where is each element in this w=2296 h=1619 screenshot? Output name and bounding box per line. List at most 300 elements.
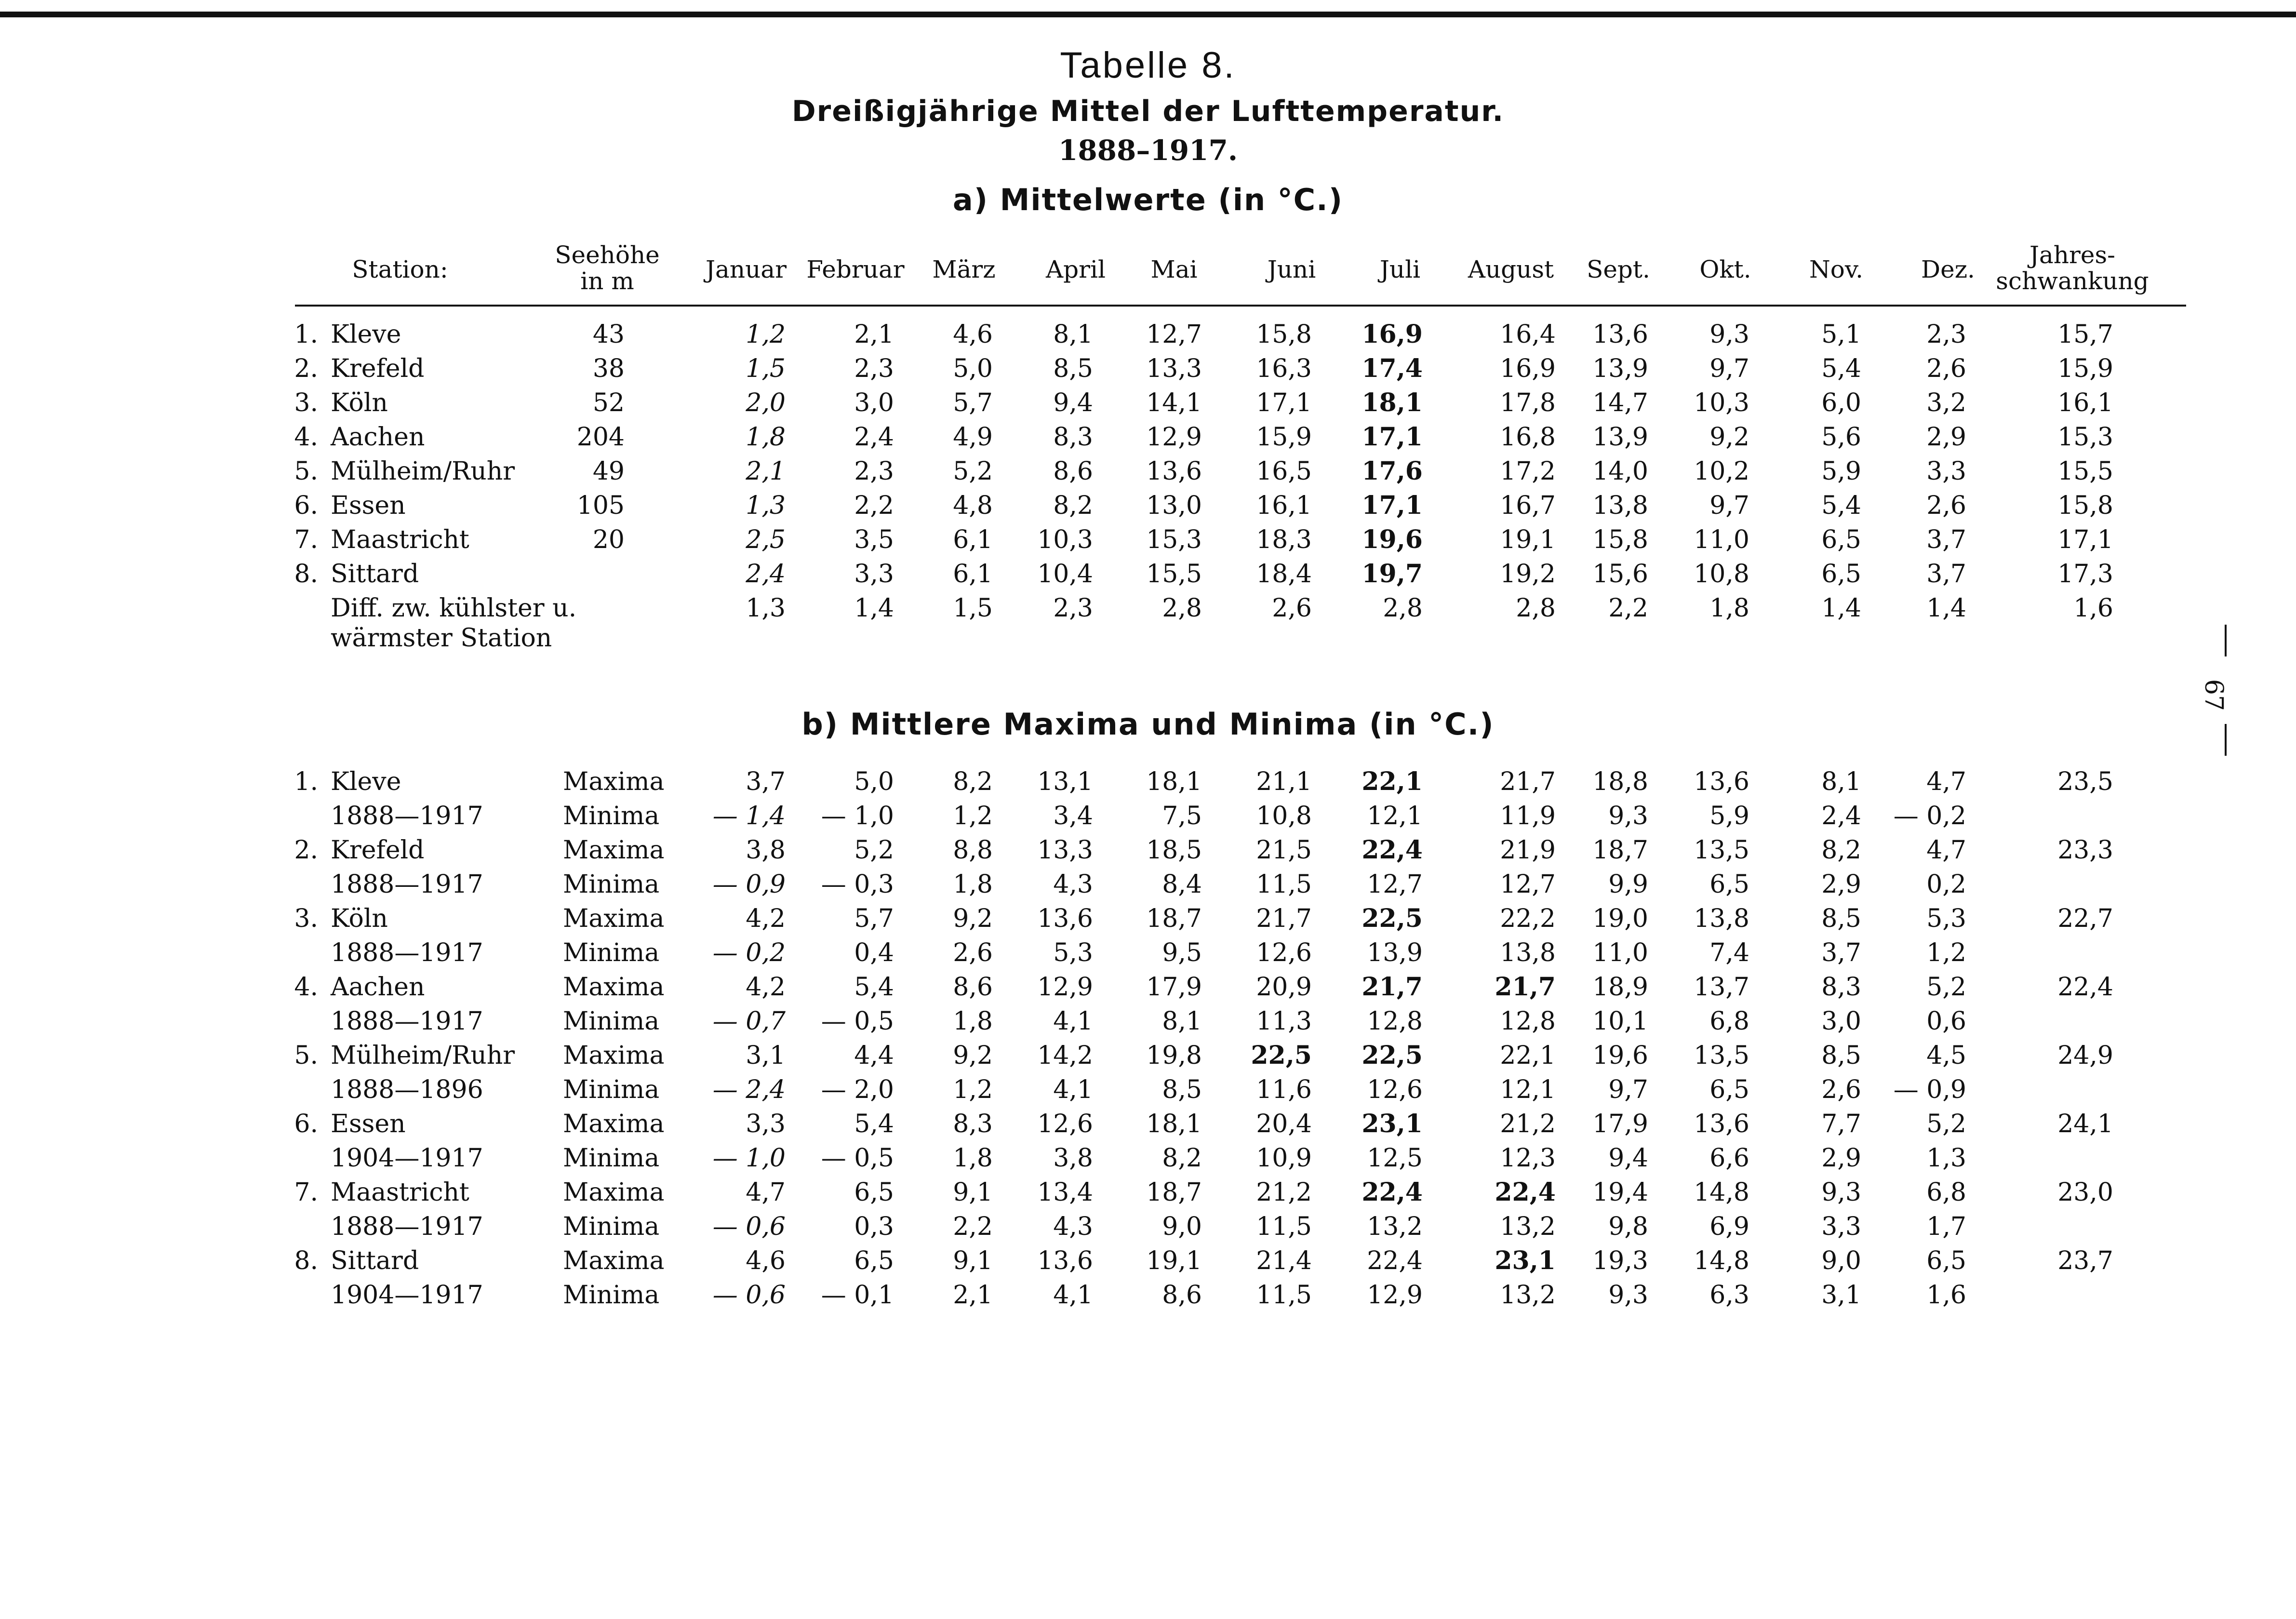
maximum-value: 21,1 xyxy=(1256,767,1312,796)
minimum-value: 4,3 xyxy=(1053,870,1093,899)
header-month: Okt. xyxy=(1699,255,1751,283)
maximum-value: 7,7 xyxy=(1821,1110,1861,1138)
temperature-value: 5,4 xyxy=(1821,354,1861,383)
station-name: Mülheim/Ruhr xyxy=(331,457,515,486)
minimum-value: 12,1 xyxy=(1367,802,1423,830)
minimum-value: 12,5 xyxy=(1367,1144,1423,1173)
temperature-value: 9,7 xyxy=(1709,354,1749,383)
maximum-value: 14,8 xyxy=(1694,1178,1749,1207)
temperature-value: 2,1 xyxy=(854,320,894,349)
minimum-value: — 0,6 xyxy=(712,1212,786,1241)
maximum-value: 20,9 xyxy=(1256,973,1312,1002)
temperature-value: 2,2 xyxy=(854,491,894,520)
temperature-value: 15,3 xyxy=(1146,525,1202,554)
minimum-value: 3,7 xyxy=(1821,938,1861,967)
maxima-label: Maxima xyxy=(563,1246,665,1275)
temperature-value: 9,7 xyxy=(1709,491,1749,520)
minimum-value: 10,8 xyxy=(1256,802,1312,830)
temperature-value: 9,4 xyxy=(1053,388,1093,417)
station-period: 1888—1896 xyxy=(331,1075,483,1104)
minimum-value: 12,8 xyxy=(1500,1007,1556,1036)
header-station: Station: xyxy=(352,255,448,283)
station-name: Kleve xyxy=(331,320,401,349)
diff-label-line2: wärmster Station xyxy=(331,624,552,653)
temperature-value: 8,6 xyxy=(1053,457,1093,486)
maximum-value: 5,2 xyxy=(1926,1110,1966,1138)
maximum-value: 4,5 xyxy=(1926,1041,1966,1070)
maxima-label: Maxima xyxy=(563,1178,665,1207)
maximum-value: 3,1 xyxy=(746,1041,786,1070)
maximum-value: 21,7 xyxy=(1500,767,1556,796)
minimum-value: — 0,9 xyxy=(1893,1075,1966,1104)
temperature-value: 8,5 xyxy=(1053,354,1093,383)
maximum-value: 9,1 xyxy=(953,1246,993,1275)
maximum-value: 9,1 xyxy=(953,1178,993,1207)
minimum-value: — 0,2 xyxy=(712,938,786,967)
station-name: Köln xyxy=(331,904,388,933)
header-altitude-2: in m xyxy=(580,267,634,295)
temperature-value: 16,4 xyxy=(1500,320,1556,349)
maximum-value: 22,4 xyxy=(1362,1177,1423,1207)
minimum-value: 13,2 xyxy=(1367,1212,1423,1241)
maximum-value: 5,3 xyxy=(1926,904,1966,933)
minimum-value: 5,3 xyxy=(1053,938,1093,967)
temperature-value: 6,0 xyxy=(1821,388,1861,417)
temperature-value: 2,5 xyxy=(746,525,786,554)
temperature-value: 14,7 xyxy=(1592,388,1648,417)
maximum-value: 5,7 xyxy=(854,904,894,933)
row-index: 2. xyxy=(294,354,318,383)
temperature-value: 1,5 xyxy=(746,354,786,383)
maximum-value: 19,3 xyxy=(1592,1246,1648,1275)
maximum-value: 13,8 xyxy=(1694,904,1749,933)
minimum-value: 4,1 xyxy=(1053,1075,1093,1104)
minimum-value: 11,6 xyxy=(1256,1075,1312,1104)
minimum-value: 3,8 xyxy=(1053,1144,1093,1173)
annual-range-value: 24,1 xyxy=(2057,1110,2113,1138)
temperature-value: 9,2 xyxy=(1709,423,1749,452)
maximum-value: 13,6 xyxy=(1694,767,1749,796)
minimum-value: 6,3 xyxy=(1709,1281,1749,1310)
minimum-value: 6,5 xyxy=(1709,870,1749,899)
annual-range-value: 15,9 xyxy=(2057,354,2113,383)
row-index: 1. xyxy=(294,320,318,349)
maximum-value: 22,4 xyxy=(1362,835,1423,865)
temperature-value: 5,2 xyxy=(953,457,993,486)
diff-value: 1,4 xyxy=(1821,594,1861,623)
maximum-value: 4,7 xyxy=(1926,767,1966,796)
minimum-value: — 0,5 xyxy=(821,1144,894,1173)
maximum-value: 22,5 xyxy=(1251,1041,1312,1070)
temperature-value: 16,7 xyxy=(1500,491,1556,520)
annual-range-value: 22,7 xyxy=(2057,904,2113,933)
temperature-value: 17,6 xyxy=(1362,456,1423,486)
minimum-value: 2,1 xyxy=(953,1281,993,1310)
station-period: 1888—1917 xyxy=(331,802,483,830)
minimum-value: 11,3 xyxy=(1256,1007,1312,1036)
section-a-heading: a) Mittelwerte (in °C.) xyxy=(952,182,1344,217)
minimum-value: 0,6 xyxy=(1926,1007,1966,1036)
temperature-value: 3,3 xyxy=(854,560,894,589)
minimum-value: 4,1 xyxy=(1053,1281,1093,1310)
minimum-value: 11,9 xyxy=(1500,802,1556,830)
minimum-value: 12,6 xyxy=(1367,1075,1423,1104)
maximum-value: 22,2 xyxy=(1500,904,1556,933)
maximum-value: 8,8 xyxy=(953,836,993,865)
temperature-value: 10,4 xyxy=(1037,560,1093,589)
temperature-value: 4,8 xyxy=(953,491,993,520)
header-range-1: Jahres- xyxy=(2029,241,2116,269)
annual-range-value: 15,5 xyxy=(2057,457,2113,486)
minimum-value: 1,7 xyxy=(1926,1212,1966,1241)
maximum-value: 21,7 xyxy=(1495,972,1556,1002)
temperature-value: 16,1 xyxy=(1256,491,1312,520)
annual-range-value: 23,0 xyxy=(2057,1178,2113,1207)
minimum-value: 13,2 xyxy=(1500,1281,1556,1310)
minimum-value: 1,8 xyxy=(953,1007,993,1036)
temperature-value: 13,0 xyxy=(1146,491,1202,520)
annual-range-value: 23,3 xyxy=(2057,836,2113,865)
header-month: August xyxy=(1468,255,1554,283)
row-index: 2. xyxy=(294,836,318,865)
minimum-value: 2,9 xyxy=(1821,870,1861,899)
page-number: 67 xyxy=(2199,679,2229,711)
minimum-value: 8,6 xyxy=(1162,1281,1202,1310)
minimum-value: 1,6 xyxy=(1926,1281,1966,1310)
maximum-value: 23,1 xyxy=(1362,1109,1423,1138)
maximum-value: 22,1 xyxy=(1362,767,1423,796)
annual-range-value: 17,3 xyxy=(2057,560,2113,589)
maximum-value: 8,1 xyxy=(1821,767,1861,796)
maximum-value: 9,3 xyxy=(1821,1178,1861,1207)
maxima-label: Maxima xyxy=(563,836,665,865)
temperature-value: 2,9 xyxy=(1926,423,1966,452)
temperature-value: 1,2 xyxy=(746,320,786,349)
temperature-value: 3,2 xyxy=(1926,388,1966,417)
row-index: 5. xyxy=(294,457,318,486)
diff-label-line1: Diff. zw. kühlster u. xyxy=(331,594,577,623)
annual-range-value: 17,1 xyxy=(2057,525,2113,554)
diff-value: 2,2 xyxy=(1608,594,1648,623)
maximum-value: 18,7 xyxy=(1146,1178,1202,1207)
maximum-value: 8,3 xyxy=(953,1110,993,1138)
maxima-label: Maxima xyxy=(563,1041,665,1070)
maximum-value: 18,9 xyxy=(1592,973,1648,1002)
minima-label: Minima xyxy=(563,802,660,830)
station-name: Sittard xyxy=(331,1246,419,1275)
temperature-value: 6,1 xyxy=(953,560,993,589)
maximum-value: 13,4 xyxy=(1037,1178,1093,1207)
annual-range-value: 16,1 xyxy=(2057,388,2113,417)
temperature-value: 19,7 xyxy=(1362,559,1423,589)
minima-label: Minima xyxy=(563,1007,660,1036)
temperature-value: 14,1 xyxy=(1146,388,1202,417)
temperature-value: 18,3 xyxy=(1256,525,1312,554)
maximum-value: 13,6 xyxy=(1037,904,1093,933)
minimum-value: — 0,2 xyxy=(1893,802,1966,830)
minimum-value: 11,5 xyxy=(1256,1281,1312,1310)
minimum-value: 2,6 xyxy=(1821,1075,1861,1104)
maximum-value: 14,8 xyxy=(1694,1246,1749,1275)
diff-range-value: 1,6 xyxy=(2073,594,2113,623)
minima-label: Minima xyxy=(563,1281,660,1310)
minimum-value: 9,5 xyxy=(1162,938,1202,967)
temperature-value: 6,5 xyxy=(1821,525,1861,554)
maximum-value: 5,4 xyxy=(854,1110,894,1138)
maximum-value: 6,5 xyxy=(854,1246,894,1275)
temperature-value: 5,1 xyxy=(1821,320,1861,349)
maximum-value: 9,2 xyxy=(953,1041,993,1070)
maximum-value: 6,5 xyxy=(1926,1246,1966,1275)
temperature-value: 8,1 xyxy=(1053,320,1093,349)
temperature-value: 10,2 xyxy=(1694,457,1749,486)
maximum-value: 21,2 xyxy=(1500,1110,1556,1138)
page-number-dash-bottom xyxy=(2225,724,2227,756)
minimum-value: 8,4 xyxy=(1162,870,1202,899)
maximum-value: 18,5 xyxy=(1146,836,1202,865)
maximum-value: 21,7 xyxy=(1256,904,1312,933)
maximum-value: 13,6 xyxy=(1694,1110,1749,1138)
temperature-value: 17,1 xyxy=(1362,422,1423,452)
maximum-value: 17,9 xyxy=(1592,1110,1648,1138)
temperature-value: 18,4 xyxy=(1256,560,1312,589)
minimum-value: 1,3 xyxy=(1926,1144,1966,1173)
diff-value: 1,8 xyxy=(1709,594,1749,623)
diff-value: 1,3 xyxy=(746,594,786,623)
maximum-value: 22,4 xyxy=(1367,1246,1423,1275)
temperature-value: 15,6 xyxy=(1592,560,1648,589)
minimum-value: — 0,7 xyxy=(712,1007,786,1036)
maximum-value: 20,4 xyxy=(1256,1110,1312,1138)
minimum-value: 9,8 xyxy=(1608,1212,1648,1241)
temperature-value: 19,2 xyxy=(1500,560,1556,589)
table-years: 1888–1917. xyxy=(1058,134,1238,167)
annual-range-value: 15,7 xyxy=(2057,320,2113,349)
minimum-value: 1,2 xyxy=(953,802,993,830)
minimum-value: 3,3 xyxy=(1821,1212,1861,1241)
temperature-value: 15,8 xyxy=(1256,320,1312,349)
minimum-value: 12,1 xyxy=(1500,1075,1556,1104)
minimum-value: 8,1 xyxy=(1162,1007,1202,1036)
maximum-value: 6,8 xyxy=(1926,1178,1966,1207)
row-index: 7. xyxy=(294,1178,318,1207)
minimum-value: 8,2 xyxy=(1162,1144,1202,1173)
maximum-value: 18,7 xyxy=(1592,836,1648,865)
maximum-value: 19,8 xyxy=(1146,1041,1202,1070)
station-period: 1904—1917 xyxy=(331,1144,483,1173)
minimum-value: 13,2 xyxy=(1500,1212,1556,1241)
maximum-value: 8,5 xyxy=(1821,904,1861,933)
temperature-value: 13,6 xyxy=(1146,457,1202,486)
diff-value: 2,3 xyxy=(1053,594,1093,623)
minimum-value: 9,4 xyxy=(1608,1144,1648,1173)
minimum-value: 3,1 xyxy=(1821,1281,1861,1310)
temperature-value: 16,9 xyxy=(1362,320,1423,349)
maximum-value: 3,8 xyxy=(746,836,786,865)
header-month: Mai xyxy=(1150,255,1198,283)
minimum-value: 12,6 xyxy=(1256,938,1312,967)
temperature-value: 17,4 xyxy=(1362,354,1423,383)
minimum-value: 12,7 xyxy=(1500,870,1556,899)
minimum-value: 0,2 xyxy=(1926,870,1966,899)
station-period: 1888—1917 xyxy=(331,1212,483,1241)
maximum-value: 18,1 xyxy=(1146,767,1202,796)
station-altitude: 38 xyxy=(592,354,625,383)
maximum-value: 9,2 xyxy=(953,904,993,933)
temperature-value: 5,4 xyxy=(1821,491,1861,520)
minimum-value: — 1,0 xyxy=(712,1144,786,1173)
temperature-value: 12,9 xyxy=(1146,423,1202,452)
minimum-value: 9,3 xyxy=(1608,802,1648,830)
minimum-value: 13,9 xyxy=(1367,938,1423,967)
minimum-value: — 2,0 xyxy=(821,1075,894,1104)
header-month: Dez. xyxy=(1921,255,1975,283)
temperature-value: 4,9 xyxy=(953,423,993,452)
minimum-value: 11,5 xyxy=(1256,870,1312,899)
maximum-value: 13,3 xyxy=(1037,836,1093,865)
station-name: Essen xyxy=(331,491,406,520)
maximum-value: 12,6 xyxy=(1037,1110,1093,1138)
minimum-value: 10,9 xyxy=(1256,1144,1312,1173)
temperature-value: 17,1 xyxy=(1362,491,1423,520)
row-index: 3. xyxy=(294,904,318,933)
maximum-value: 21,5 xyxy=(1256,836,1312,865)
minimum-value: 1,8 xyxy=(953,870,993,899)
station-name: Aachen xyxy=(331,423,425,452)
row-index: 7. xyxy=(294,525,318,554)
temperature-value: 8,3 xyxy=(1053,423,1093,452)
temperature-value: 5,6 xyxy=(1821,423,1861,452)
header-month: Sept. xyxy=(1587,255,1650,283)
temperature-value: 16,8 xyxy=(1500,423,1556,452)
minimum-value: 0,4 xyxy=(854,938,894,967)
maximum-value: 13,1 xyxy=(1037,767,1093,796)
temperature-value: 13,9 xyxy=(1592,423,1648,452)
minimum-value: 1,2 xyxy=(1926,938,1966,967)
maximum-value: 18,7 xyxy=(1146,904,1202,933)
row-index: 4. xyxy=(294,973,318,1002)
row-index: 8. xyxy=(294,1246,318,1275)
diff-value: 2,8 xyxy=(1383,594,1423,623)
temperature-value: 17,2 xyxy=(1500,457,1556,486)
station-name: Kleve xyxy=(331,767,401,796)
header-month: Juni xyxy=(1267,255,1316,283)
diff-value: 1,5 xyxy=(953,594,993,623)
temperature-value: 3,0 xyxy=(854,388,894,417)
maximum-value: 4,2 xyxy=(746,973,786,1002)
annual-range-value: 15,3 xyxy=(2057,423,2113,452)
minimum-value: 3,4 xyxy=(1053,802,1093,830)
diff-value: 2,8 xyxy=(1162,594,1202,623)
maximum-value: 18,8 xyxy=(1592,767,1648,796)
temperature-value: 15,5 xyxy=(1146,560,1202,589)
temperature-value: 2,3 xyxy=(1926,320,1966,349)
station-period: 1888—1917 xyxy=(331,938,483,967)
maximum-value: 4,2 xyxy=(746,904,786,933)
temperature-value: 5,0 xyxy=(953,354,993,383)
minima-label: Minima xyxy=(563,1075,660,1104)
temperature-value: 14,0 xyxy=(1592,457,1648,486)
temperature-value: 2,4 xyxy=(746,560,786,589)
minimum-value: 9,7 xyxy=(1608,1075,1648,1104)
maximum-value: 18,1 xyxy=(1146,1110,1202,1138)
maximum-value: 13,6 xyxy=(1037,1246,1093,1275)
maximum-value: 21,9 xyxy=(1500,836,1556,865)
maximum-value: 4,7 xyxy=(1926,836,1966,865)
minimum-value: 12,3 xyxy=(1500,1144,1556,1173)
diff-value: 1,4 xyxy=(1926,594,1966,623)
maximum-value: 9,0 xyxy=(1821,1246,1861,1275)
temperature-value: 19,1 xyxy=(1500,525,1556,554)
minimum-value: 6,6 xyxy=(1709,1144,1749,1173)
maximum-value: 19,4 xyxy=(1592,1178,1648,1207)
temperature-value: 15,8 xyxy=(1592,525,1648,554)
temperature-value: 10,8 xyxy=(1694,560,1749,589)
station-altitude: 105 xyxy=(576,491,625,520)
maximum-value: 21,4 xyxy=(1256,1246,1312,1275)
minimum-value: 4,1 xyxy=(1053,1007,1093,1036)
minima-label: Minima xyxy=(563,870,660,899)
table-title: Tabelle 8. xyxy=(1060,45,1236,86)
maxima-label: Maxima xyxy=(563,1110,665,1138)
diff-value: 2,8 xyxy=(1516,594,1556,623)
station-name: Aachen xyxy=(331,973,425,1002)
maximum-value: 8,2 xyxy=(1821,836,1861,865)
maximum-value: 5,2 xyxy=(854,836,894,865)
minimum-value: — 2,4 xyxy=(712,1075,786,1104)
annual-range-value: 22,4 xyxy=(2057,973,2113,1002)
annual-range-value: 24,9 xyxy=(2057,1041,2113,1070)
temperature-value: 2,4 xyxy=(854,423,894,452)
temperature-value: 2,3 xyxy=(854,354,894,383)
temperature-value: 1,8 xyxy=(746,423,786,452)
temperature-value: 17,8 xyxy=(1500,388,1556,417)
row-index: 6. xyxy=(294,491,318,520)
minimum-value: 2,2 xyxy=(953,1212,993,1241)
maximum-value: 13,5 xyxy=(1694,836,1749,865)
maximum-value: 19,1 xyxy=(1146,1246,1202,1275)
temperature-value: 19,6 xyxy=(1362,525,1423,554)
minimum-value: 11,5 xyxy=(1256,1212,1312,1241)
section-b-heading: b) Mittlere Maxima und Minima (in °C.) xyxy=(801,707,1495,742)
minima-label: Minima xyxy=(563,938,660,967)
minimum-value: — 1,4 xyxy=(712,802,786,830)
temperature-value: 11,0 xyxy=(1694,525,1749,554)
minima-label: Minima xyxy=(563,1212,660,1241)
minimum-value: 9,9 xyxy=(1608,870,1648,899)
minimum-value: 2,6 xyxy=(953,938,993,967)
station-period: 1888—1917 xyxy=(331,1007,483,1036)
maximum-value: 22,1 xyxy=(1500,1041,1556,1070)
maximum-value: 12,9 xyxy=(1037,973,1093,1002)
station-name: Essen xyxy=(331,1110,406,1138)
diff-value: 2,6 xyxy=(1272,594,1312,623)
temperature-value: 1,3 xyxy=(746,491,786,520)
row-index: 1. xyxy=(294,767,318,796)
station-period: 1888—1917 xyxy=(331,870,483,899)
maxima-label: Maxima xyxy=(563,973,665,1002)
header-month: Juli xyxy=(1379,255,1421,283)
maximum-value: 23,1 xyxy=(1495,1246,1556,1275)
temperature-value: 13,3 xyxy=(1146,354,1202,383)
station-altitude: 43 xyxy=(592,320,625,349)
temperature-value: 4,6 xyxy=(953,320,993,349)
annual-range-value: 23,5 xyxy=(2057,767,2113,796)
maximum-value: 3,3 xyxy=(746,1110,786,1138)
temperature-value: 3,7 xyxy=(1926,560,1966,589)
header-month: Nov. xyxy=(1809,255,1864,283)
temperature-value: 13,6 xyxy=(1592,320,1648,349)
